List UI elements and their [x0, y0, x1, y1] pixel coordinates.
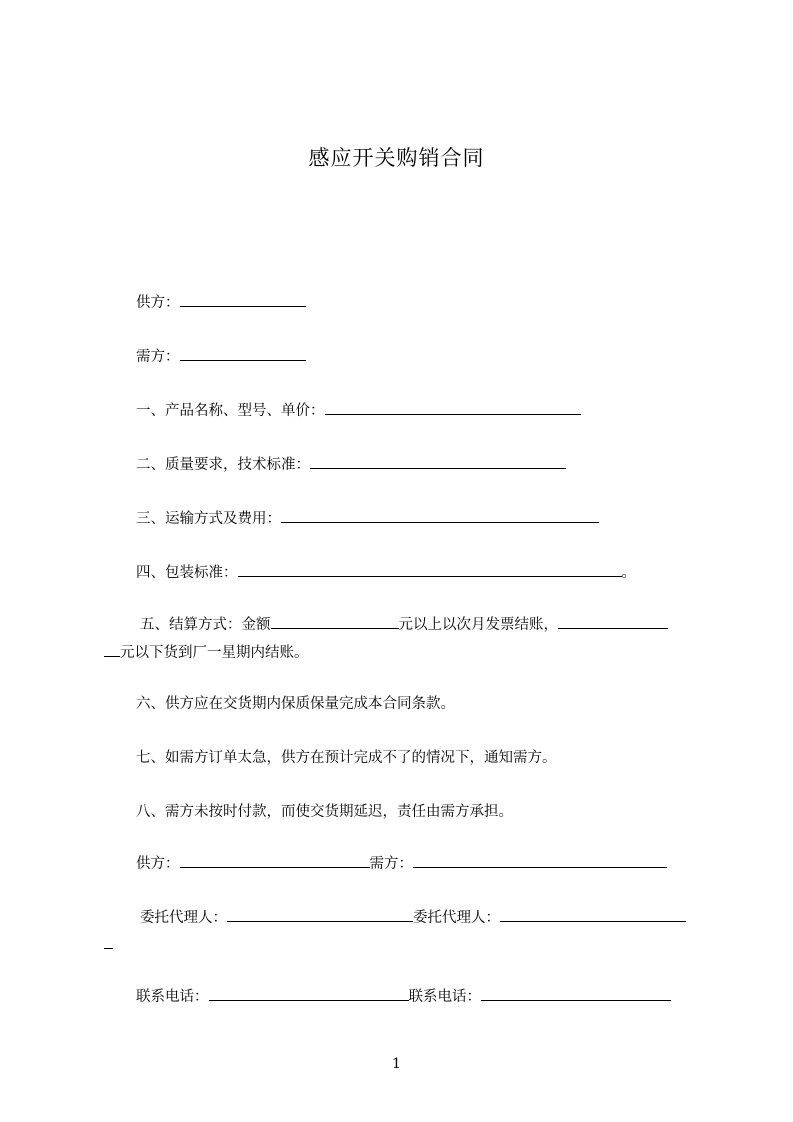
agent-blank-1	[227, 907, 413, 922]
sign-supplier-blank	[180, 853, 370, 868]
clause-5-text-a: 五、结算方式：金额	[140, 617, 271, 633]
buyer-blank	[180, 346, 306, 361]
clause-2-text: 二、质量要求，技术标准：	[136, 457, 310, 473]
agent-label-2: 委托代理人：	[413, 910, 500, 926]
phone-line	[136, 985, 671, 1006]
sign-buyer-blank	[413, 853, 667, 868]
buyer-label: 需方：	[136, 349, 180, 365]
clause-4	[136, 561, 636, 582]
clause-3	[136, 507, 599, 528]
clause-6-text: 六、供方应在交货期内保质保量完成本合同条款。	[136, 696, 455, 712]
clause-5	[140, 613, 668, 634]
phone-label-1: 联系电话：	[136, 989, 209, 1005]
clause-5-amount-blank-1	[271, 614, 399, 629]
clause-2	[136, 453, 566, 474]
clause-7-text: 七、如需方订单太急，供方在预计完成不了的情况下，通知需方。	[136, 750, 557, 766]
clause-5-amount-blank-2	[558, 614, 668, 629]
clause-1-text: 一、产品名称、型号、单价：	[136, 403, 325, 419]
clause-5-amount-blank-2-cont	[104, 642, 120, 657]
page-number: 1	[392, 1056, 401, 1072]
clause-2-blank	[310, 454, 566, 469]
clause-8-text: 八、需方未按时付款，而使交货期延迟，责任由需方承担。	[136, 804, 513, 820]
supplier-blank	[180, 292, 306, 307]
agent-blank-2	[500, 907, 686, 922]
sign-supplier-label: 供方：	[136, 856, 180, 872]
agent-line	[140, 906, 686, 927]
clause-7	[136, 746, 557, 767]
phone-blank-1	[209, 986, 409, 1001]
clause-1-blank	[325, 400, 581, 415]
clause-4-blank	[238, 562, 622, 577]
phone-blank-2	[481, 986, 671, 1001]
clause-6	[136, 692, 455, 713]
clause-4-end: 。	[621, 565, 636, 581]
clause-8	[136, 800, 513, 821]
clause-4-text: 四、包装标准：	[136, 565, 238, 581]
phone-label-2: 联系电话：	[408, 989, 481, 1005]
agent-label-1: 委托代理人：	[140, 910, 227, 926]
clause-3-blank	[281, 508, 599, 523]
buyer-line	[136, 345, 306, 366]
agent-line-continued	[104, 934, 113, 953]
clause-5-text-c: 元以下货到厂一星期内结账。	[120, 645, 309, 661]
page-title: 感应开关购销合同	[308, 146, 485, 170]
supplier-line	[136, 291, 306, 312]
sign-buyer-label: 需方：	[369, 856, 413, 872]
clause-3-text: 三、运输方式及费用：	[136, 511, 281, 527]
clause-5-text-b: 元以上以次月发票结账，	[398, 617, 558, 633]
clause-1	[136, 399, 581, 420]
agent-blank-2-cont	[104, 934, 113, 949]
clause-5-continued	[104, 641, 309, 662]
signature-line	[136, 852, 667, 873]
supplier-label: 供方：	[136, 295, 180, 311]
